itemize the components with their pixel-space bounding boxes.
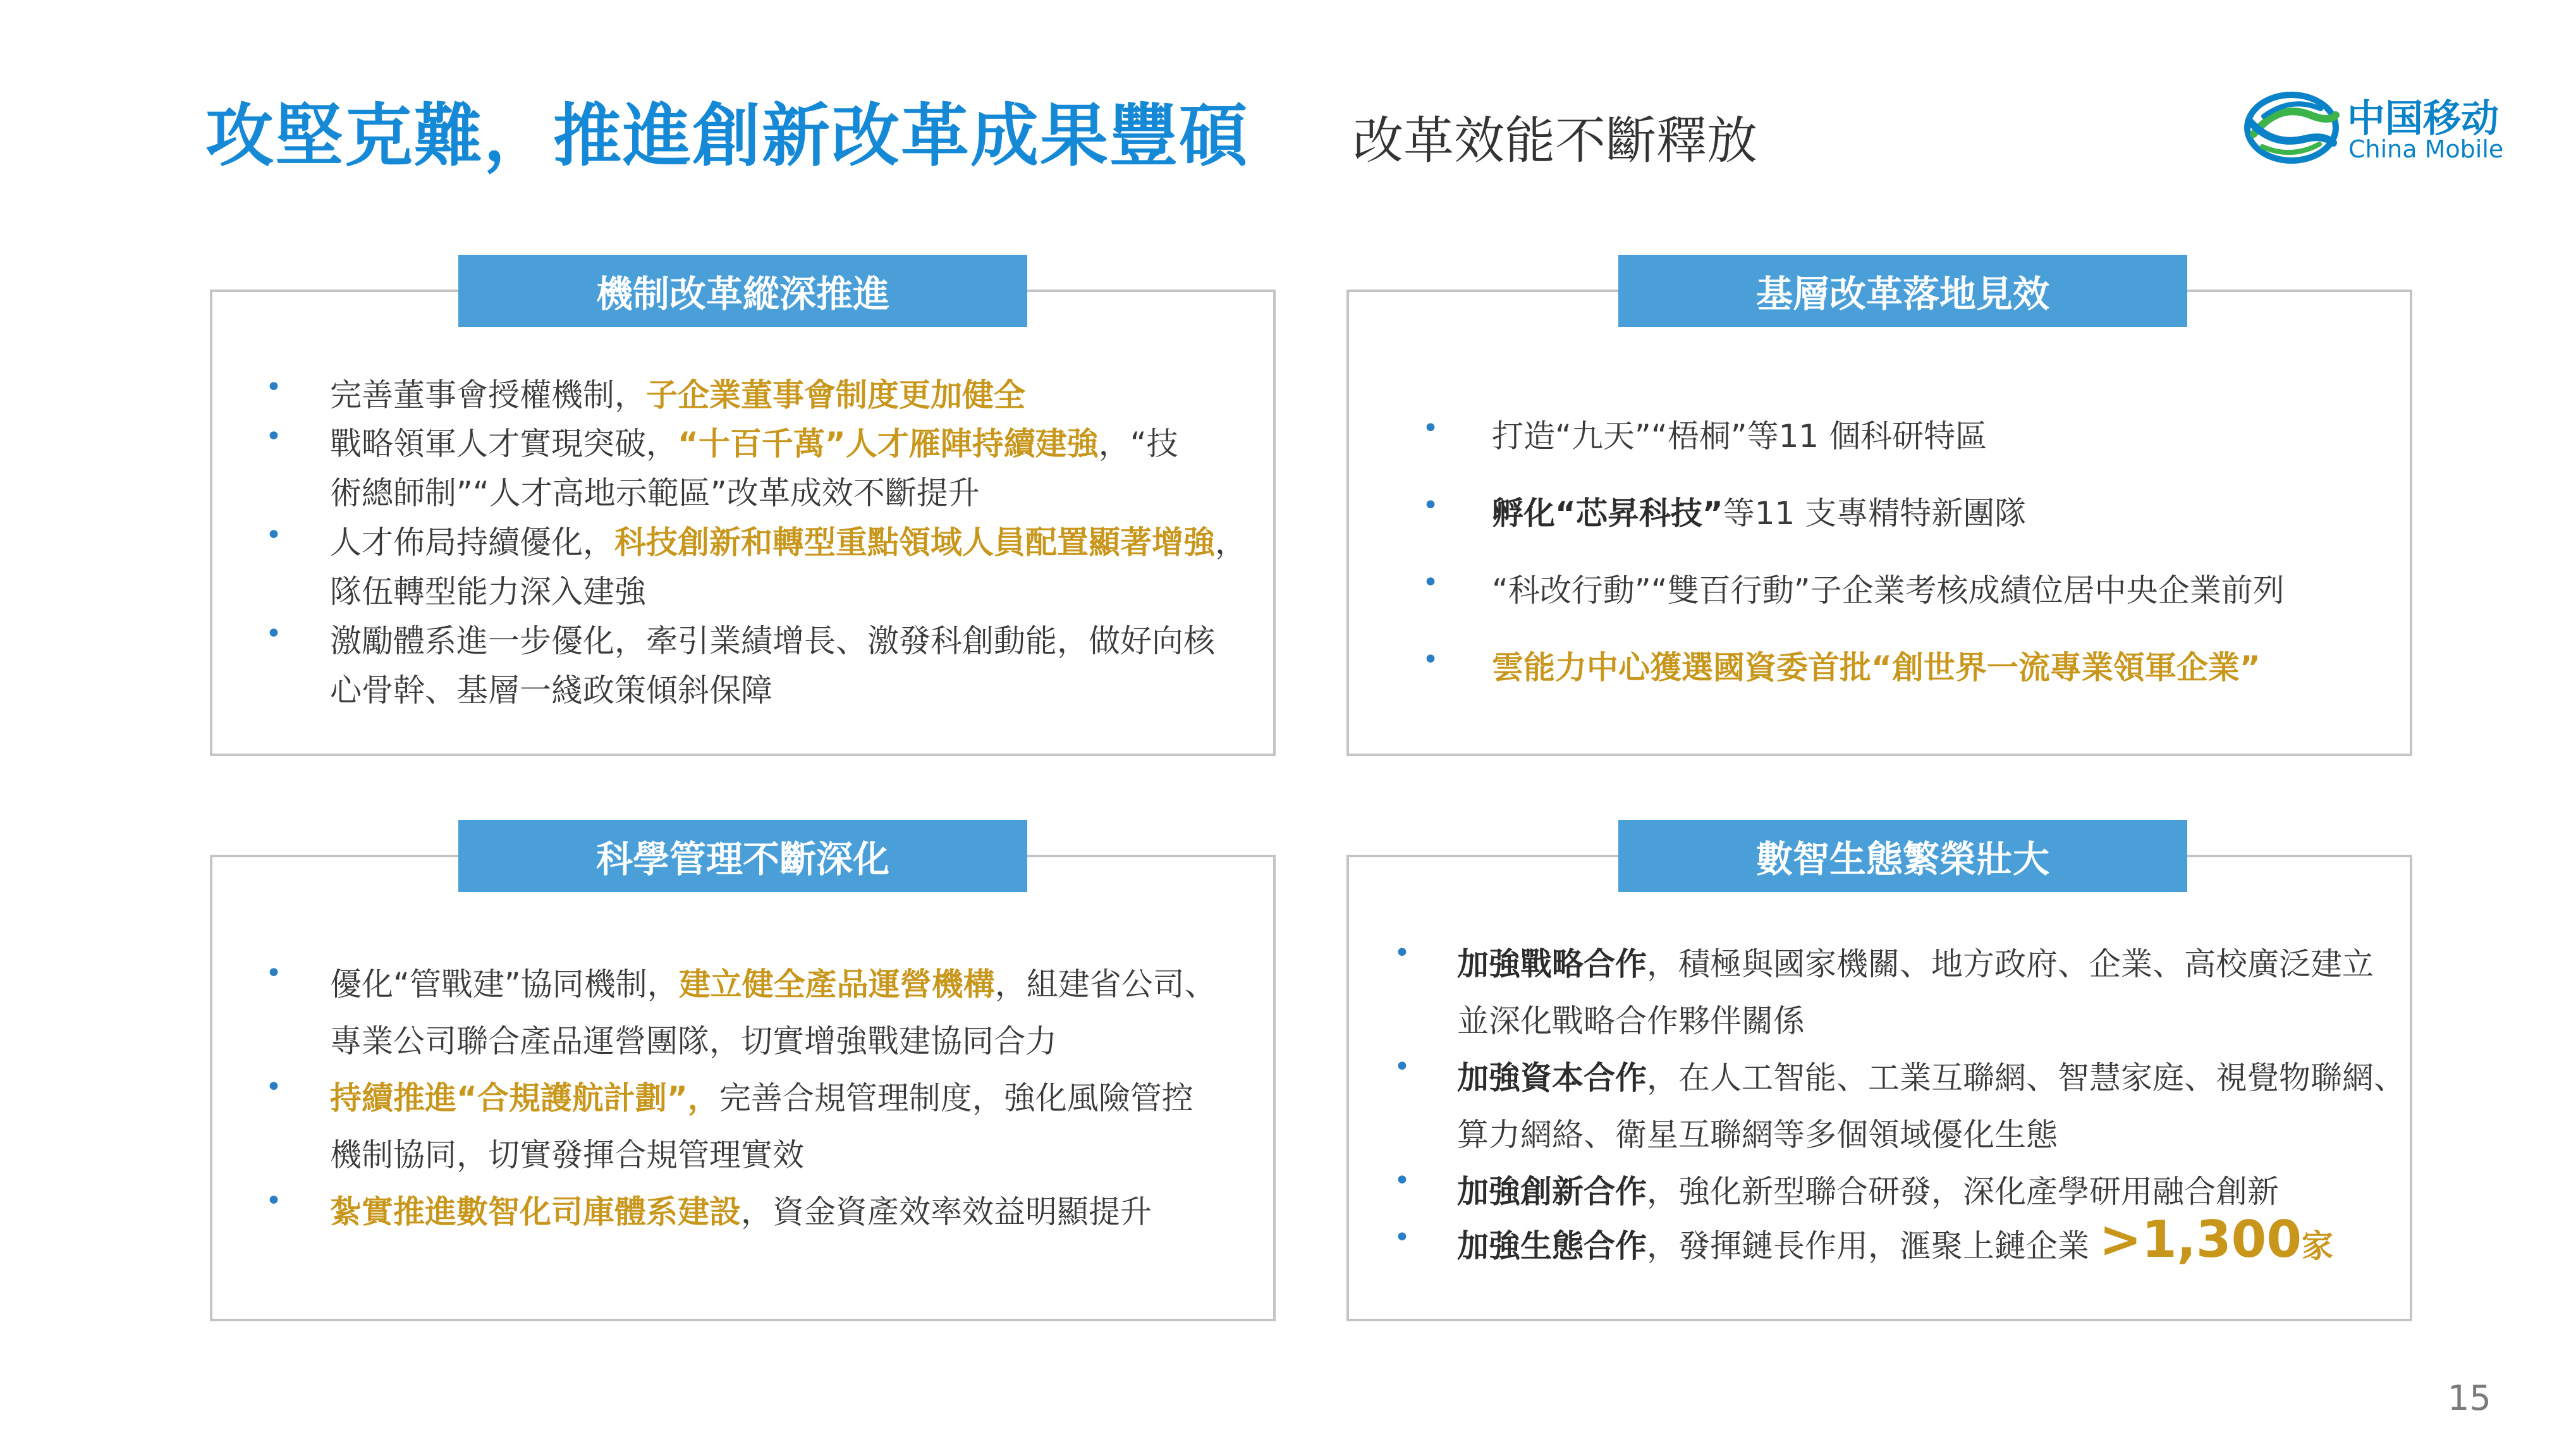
item-highlight: 子企業董事會制度更加健全: [646, 377, 1025, 413]
item-text: 優化“管戰建”協同機制，: [330, 966, 679, 1003]
item-text: ，積極與國家機關、地方政府、企業、高校廣泛建立: [1647, 946, 2374, 982]
item-highlight: 持續推進“合規護航計劃”，: [330, 1080, 719, 1116]
item-highlight: 科技創新和轉型重點領域人員配置顯著增強: [614, 524, 1215, 561]
list-item: [266, 1183, 1252, 1240]
list-item: [1422, 642, 2396, 719]
panel-ecosystem-list: [1394, 936, 2405, 1277]
logo-text-cn: 中国移动: [2347, 97, 2499, 141]
bullet-icon: •: [1422, 412, 1439, 444]
panel-ecosystem-heading: 數智生態繁榮壯大: [1618, 820, 2187, 892]
bullet-icon: •: [1422, 489, 1439, 522]
item-text: 戰略領軍人才實現突破，: [330, 425, 678, 462]
item-text: ，發揮鏈長作用，滙聚上鏈企業: [1647, 1228, 2089, 1264]
item-text: 等11 支專精特新團隊: [1723, 495, 2027, 532]
panel-mechanism-heading: 機制改革縱深推進: [458, 255, 1027, 327]
bullet-icon: •: [1394, 1165, 1410, 1197]
list-item: [1422, 411, 2396, 488]
item-text: ，強化新型聯合研發，深化產學研用融合創新: [1647, 1173, 2279, 1210]
item-text: 術總師制”“人才高地示範區”改革成效不斷提升: [330, 475, 980, 511]
bullet-icon: •: [266, 957, 282, 989]
item-text: 並深化戰略合作夥伴關係: [1457, 1003, 1805, 1039]
item-text: 算力網絡、衛星互聯網等多個領域優化生態: [1457, 1116, 2058, 1153]
list-item: [1394, 1210, 2405, 1277]
panel-management-list: [266, 956, 1252, 1240]
item-text: 人才佈局持續優化，: [330, 524, 614, 561]
list-item: [266, 370, 1252, 419]
list-item: [1394, 1049, 2405, 1163]
list-item: [266, 1070, 1252, 1183]
bullet-icon: •: [266, 420, 282, 453]
list-item: [266, 419, 1252, 518]
item-text: ，: [1215, 524, 1247, 561]
list-item: [266, 956, 1252, 1070]
bullet-icon: •: [266, 1185, 282, 1217]
bullet-icon: •: [1394, 1221, 1410, 1254]
item-text: 隊伍轉型能力深入建強: [330, 573, 646, 610]
china-mobile-logo-icon: [2241, 83, 2342, 172]
item-text: ，“技: [1098, 425, 1178, 462]
list-item: [1422, 488, 2396, 565]
item-text: 心骨幹、基層一綫政策傾斜保障: [330, 672, 772, 709]
bullet-icon: •: [1394, 1051, 1410, 1083]
company-logo: [2241, 83, 2506, 172]
bullet-icon: •: [266, 519, 282, 551]
list-item: [1422, 565, 2396, 642]
item-strong: 加強生態合作: [1457, 1228, 1647, 1264]
item-text: 完善合規管理制度，強化風險管控: [719, 1080, 1193, 1116]
item-text: “科改行動”“雙百行動”子企業考核成績位居中央企業前列: [1492, 572, 2285, 609]
item-highlight: 雲能力中心獲選國資委首批“創世界一流專業領軍企業”: [1492, 649, 2261, 686]
item-highlight: “十百千萬”人才雁陣持續建強: [678, 425, 1099, 462]
item-text: ，在人工智能、工業互聯網、智慧家庭、視覺物聯網、: [1647, 1060, 2405, 1096]
item-strong: 加強創新合作: [1457, 1173, 1647, 1210]
item-text: ，資金資產效率效益明顯提升: [741, 1194, 1152, 1230]
list-item: [266, 616, 1252, 715]
panel-management-heading: 科學管理不斷深化: [458, 820, 1027, 892]
logo-text-en: China Mobile: [2348, 135, 2504, 163]
bullet-icon: •: [266, 618, 282, 650]
bullet-icon: •: [1422, 566, 1439, 599]
item-text: 完善董事會授權機制，: [330, 377, 646, 413]
item-text: 機制協同，切實發揮合規管理實效: [330, 1137, 804, 1173]
list-item: [266, 518, 1252, 616]
item-text: ，組建省公司、: [994, 966, 1216, 1003]
item-highlight: 紮實推進數智化司庫體系建設: [330, 1194, 741, 1230]
panel-mechanism-list: [266, 370, 1252, 715]
panel-grassroots-heading: 基層改革落地見效: [1618, 255, 2187, 327]
item-strong: 加強資本合作: [1457, 1060, 1647, 1096]
item-highlight: 建立健全產品運營機構: [678, 966, 995, 1003]
bullet-icon: •: [1394, 937, 1410, 969]
item-text: 專業公司聯合產品運營團隊，切實增強戰建協同合力: [330, 1023, 1057, 1060]
item-strong: 孵化“芯昇科技”: [1492, 495, 1723, 532]
page-number: 15: [2448, 1378, 2491, 1418]
item-strong: 加強戰略合作: [1457, 946, 1647, 982]
page-subtitle: 改革效能不斷釋放: [1353, 111, 1757, 170]
item-text: 打造“九天”“梧桐”等11 個科研特區: [1492, 418, 1987, 455]
bullet-icon: •: [266, 1071, 282, 1103]
item-text: 激勵體系進一步優化，牽引業績增長、激發科創動能，做好向核: [330, 623, 1215, 659]
list-item: [1394, 936, 2405, 1049]
page-title: 攻堅克難，推進創新改革成果豐碩: [205, 97, 1249, 176]
panel-grassroots-list: [1422, 411, 2396, 719]
bullet-icon: •: [1422, 644, 1439, 676]
bullet-icon: •: [266, 371, 282, 403]
partner-count-unit: 家: [2301, 1228, 2333, 1264]
partner-count-value: >1,300: [2099, 1210, 2302, 1269]
